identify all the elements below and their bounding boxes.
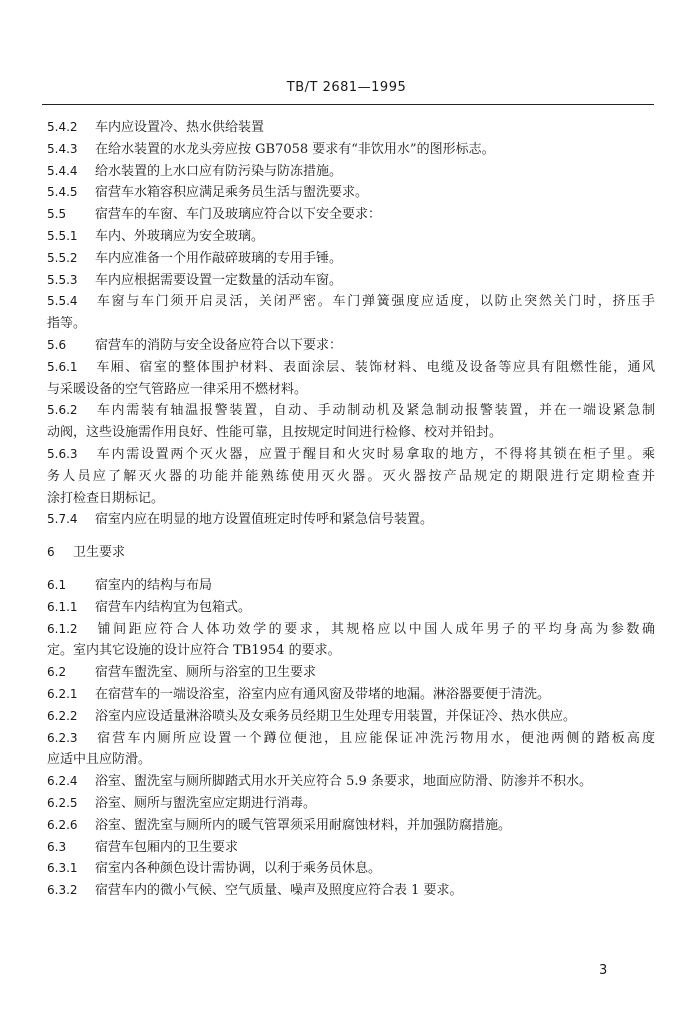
clause-number: 5.4.2: [47, 120, 78, 134]
clause-6-2: [47, 662, 655, 684]
section-title: 卫生要求: [73, 545, 126, 561]
clause-5-5-4-cont: [47, 313, 655, 335]
clause-number: 5.5: [47, 207, 67, 222]
clause-5-5-1: [47, 226, 655, 248]
clause-number: 6.2.4: [47, 774, 78, 789]
clause-text: 车内需装有轴温报警装置，自动、手动制动机及紧急制动报警装置，并在一端设紧急制: [95, 403, 655, 419]
clause-5-7-4: [47, 509, 655, 531]
clause-text: 车内应准备一个用作敲碎玻璃的专用手锤。: [95, 250, 343, 266]
clause-6-3: [47, 837, 655, 859]
clause-6-1: [47, 575, 655, 597]
clause-text: 车内应根据需要设置一定数量的活动车窗。: [95, 272, 343, 288]
clause-6-2-5: [47, 793, 655, 815]
clause-5-6: [47, 335, 655, 357]
clause-text: 宿营车内厕所应设置一个蹲位便池，且应能保证冲洗污物用水，便池两侧的踏板高度: [95, 730, 655, 746]
clause-5-5-4: [47, 291, 655, 313]
clause-5-4-5: [47, 182, 655, 204]
clause-number: 5.6.2: [47, 403, 78, 418]
clause-number: 6.2.5: [47, 795, 78, 810]
clause-text: 给水装置的上水口应有防污染与防冻措施。: [95, 163, 343, 179]
section-spacer: [47, 531, 655, 542]
section-spacer: [47, 564, 655, 575]
clause-text: 车窗与车门须开启灵活，关闭严密。车门弹簧强度应适度，以防止突然关门时，挤压手: [95, 294, 655, 310]
clause-text: 涂打检查日期标记。: [47, 490, 165, 506]
clause-text: 车内需设置两个灭火器，应置于醒目和火灾时易拿取的地方，不得将其锁在柜子里。乘: [95, 446, 655, 462]
clause-6-2-3: [47, 728, 655, 750]
section-number: 6: [47, 545, 55, 560]
clause-number: 6.3: [47, 839, 67, 854]
clause-number: 5.5.4: [47, 294, 78, 309]
clause-text: 定。室内其它设施的设计应符合 TB1954 的要求。: [47, 643, 341, 659]
clause-number: 5.5.1: [47, 228, 78, 243]
clause-6-3-2: [47, 880, 655, 902]
clause-text: 应适中且应防滑。: [47, 752, 152, 768]
clause-number: 5.4.5: [47, 185, 78, 200]
clause-6-1-2-cont: [47, 640, 655, 662]
clause-number: 6.2.2: [47, 708, 78, 723]
clause-text: 车厢、宿室的整体围护材料、表面涂层、装饰材料、电缆及设备等应具有阻燃性能，通风: [95, 359, 655, 375]
clause-text: 浴室、盥洗室与厕所脚踏式用水开关应符合 5.9 条要求，地面应防滑、防渗并不积水。: [95, 774, 592, 790]
clause-text: 指等。: [47, 316, 87, 332]
clause-6-2-6: [47, 815, 655, 837]
clause-text: 宿营车内结构宜为包箱式。: [95, 599, 252, 615]
clause-text: 浴室、厕所与盥洗室应定期进行消毒。: [95, 795, 317, 811]
clause-6-2-4: [47, 771, 655, 793]
clause-text: 与采暖设备的空气管路应一律采用不燃材料。: [47, 381, 308, 397]
clause-number: 5.7.4: [47, 512, 78, 527]
page-number: 3: [599, 963, 608, 978]
clause-5-5-3: [47, 270, 655, 292]
clause-5-6-2-cont: [47, 422, 655, 444]
clause-6-3-1: [47, 858, 655, 880]
clause-text: 宿室内的结构与布局: [95, 577, 213, 593]
clause-5-6-3: [47, 444, 655, 466]
clause-text: 在宿营车的一端设浴室，浴室内应有通风窗及带堵的地漏。淋浴器要便于清洗。: [95, 686, 551, 702]
clause-text: 车内应设置冷、热水供给装置: [95, 120, 265, 135]
clause-number: 5.5.2: [47, 250, 78, 265]
clause-text: 宿营车水箱容积应满足乘务员生活与盥洗要求。: [95, 185, 369, 201]
clause-text: 在给水装置的水龙头旁应按 GB7058 要求有“非饮用水”的图形标志。: [95, 141, 495, 157]
clause-6-2-1: [47, 684, 655, 706]
clause-text: 浴室内应设适量淋浴喷头及女乘务员经期卫生处理专用装置，并保证冷、热水供应。: [95, 708, 577, 724]
clause-6-2-3-cont: [47, 749, 655, 771]
clause-number: 5.6.1: [47, 359, 78, 374]
clause-text: 宿营车包厢内的卫生要求: [95, 839, 239, 855]
clause-text: 宿室内应在明显的地方设置值班定时传呼和紧急信号装置。: [95, 512, 434, 528]
clause-number: 5.4.4: [47, 163, 78, 178]
document-header: TB/T 2681—1995: [286, 80, 407, 95]
clause-text: 宿营车内的微小气候、空气质量、噪声及照度应符合表 1 要求。: [95, 883, 463, 899]
clause-5-6-3-cont2: [47, 488, 655, 510]
clause-number: 5.4.3: [47, 141, 78, 156]
clause-number: 5.6.3: [47, 446, 78, 461]
clause-number: 6.2: [47, 665, 67, 680]
clause-text: 宿营车盥洗室、厕所与浴室的卫生要求: [95, 665, 317, 681]
clause-5-6-1: [47, 357, 655, 379]
clause-number: 6.3.2: [47, 883, 78, 898]
clause-6-1-1: [47, 597, 655, 619]
clause-text: 务人员应了解灭火器的功能并能熟练使用灭火器。灭火器按产品规定的期限进行定期检查并: [47, 468, 655, 484]
clause-5-6-1-cont: [47, 379, 655, 401]
section-6-heading: [47, 542, 655, 564]
clause-number: 5.6: [47, 337, 67, 352]
clause-text: 宿室内各种颜色设计需协调，以利于乘务员休息。: [95, 861, 382, 877]
clause-number: 6.2.1: [47, 686, 78, 701]
clause-number: 5.5.3: [47, 272, 78, 287]
clause-text: 动阀，这些设施需作用良好、性能可靠，且按规定时间进行检修、校对并铅封。: [47, 425, 503, 441]
clause-number: 6.2.3: [47, 730, 78, 745]
clause-5-5-2: [47, 248, 655, 270]
clause-5-4-3: [47, 139, 655, 161]
clause-text: 宿营车的消防与安全设备应符合以下要求：: [95, 337, 343, 353]
clause-6-1-2: [47, 619, 655, 641]
clause-5-4-4: [47, 161, 655, 183]
clause-6-2-2: [47, 706, 655, 728]
clause-text: 宿营车的车窗、车门及玻璃应符合以下安全要求：: [95, 207, 382, 223]
clause-5-5: [47, 204, 655, 226]
clause-number: 6.1.2: [47, 621, 78, 636]
clause-text: 浴室、盥洗室与厕所内的暖气管罩须采用耐腐蚀材料，并加强防腐措施。: [95, 817, 512, 833]
clause-number: 6.3.1: [47, 861, 78, 876]
clause-number: 6.1: [47, 577, 67, 592]
clause-5-6-3-cont: [47, 466, 655, 488]
header-rule: [42, 104, 654, 105]
clause-text: 车内、外玻璃应为安全玻璃。: [95, 228, 265, 244]
clause-number: 6.2.6: [47, 817, 78, 832]
clause-number: 6.1.1: [47, 599, 78, 614]
clause-text: 铺间距应符合人体功效学的要求，其规格应以中国人成年男子的平均身高为参数确: [95, 621, 655, 637]
clause-5-6-2: [47, 400, 655, 422]
clause-5-4-2: [47, 117, 655, 139]
document-body: [47, 117, 655, 902]
